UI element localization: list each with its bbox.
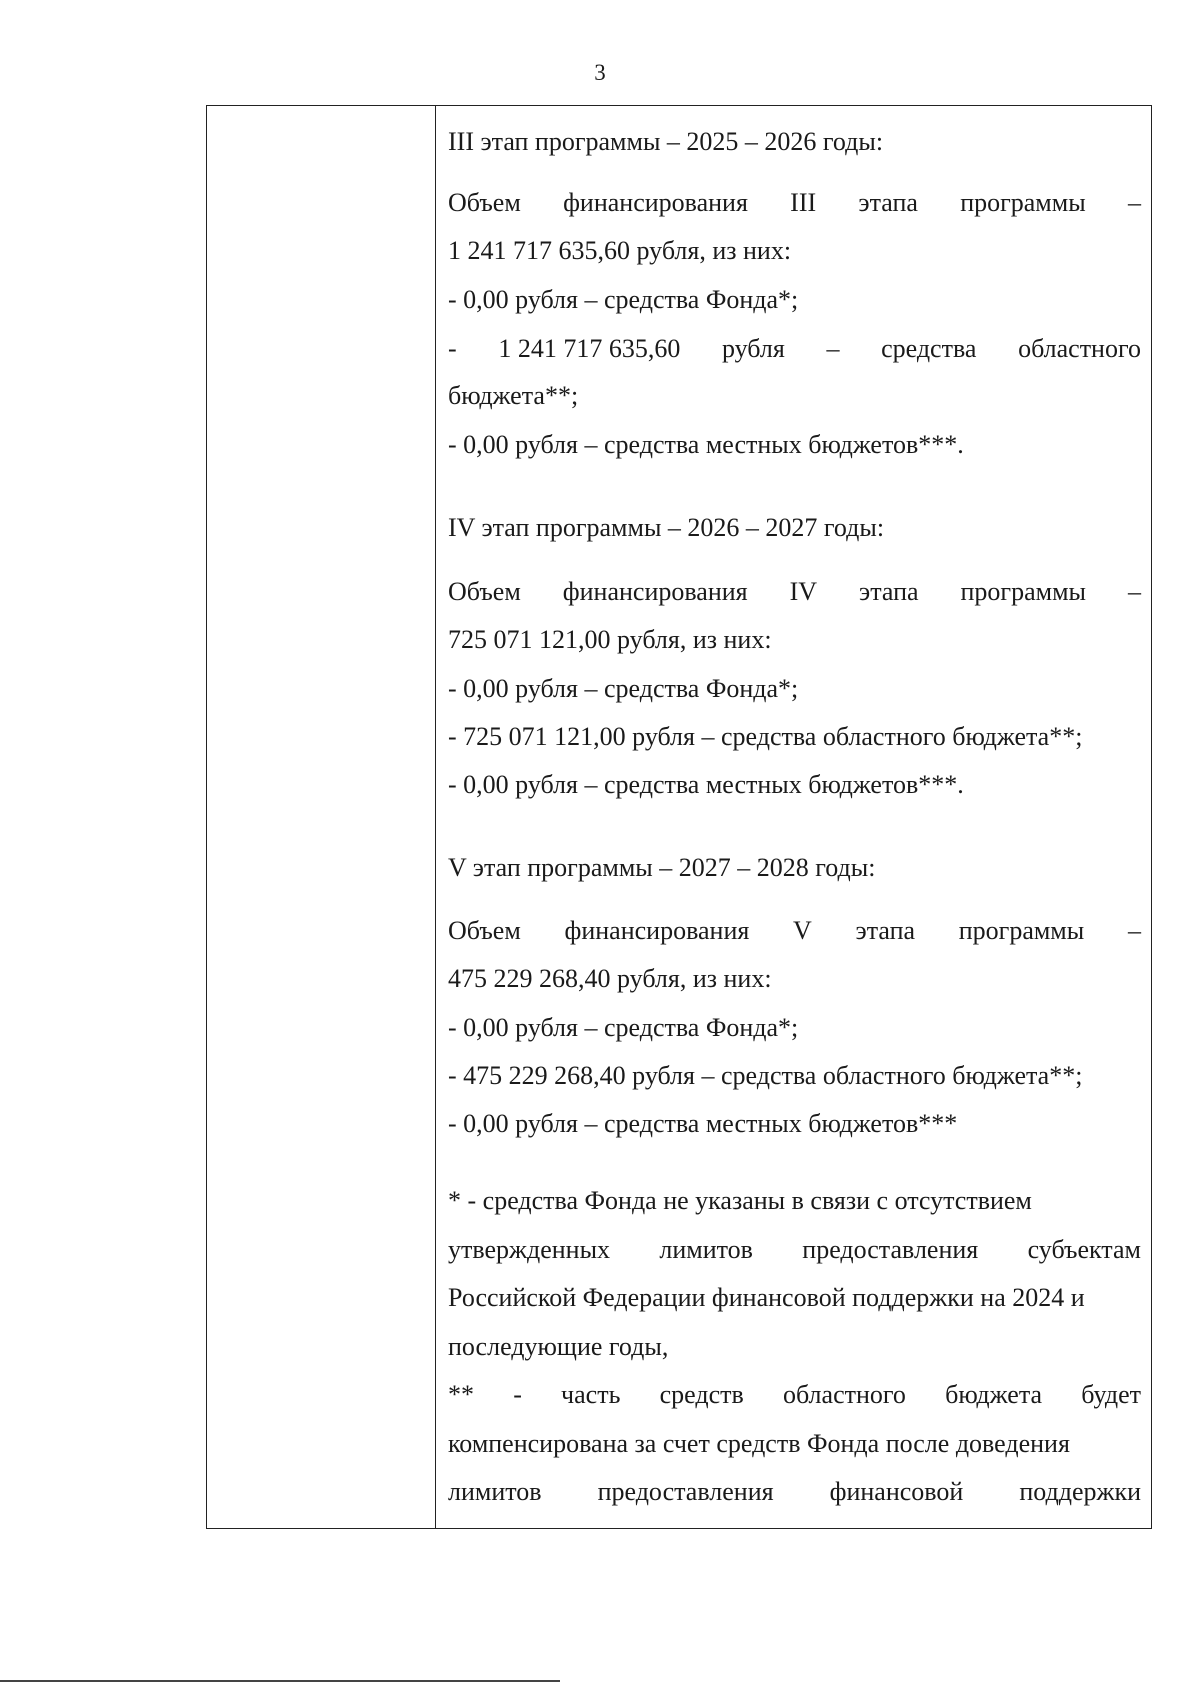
word: финансовой <box>829 1477 964 1506</box>
word: утвержденных <box>448 1235 611 1264</box>
word: – <box>1128 577 1141 606</box>
word: областного <box>1018 334 1141 363</box>
stage3-local-line: - 0,00 рубля – средства местных бюджетов***. <box>448 430 964 459</box>
word: – <box>826 334 840 363</box>
bottom-scan-rule <box>0 1680 560 1682</box>
stage3-fund-line: - 0,00 рубля – средства Фонда*; <box>448 285 799 314</box>
word: часть <box>561 1380 621 1409</box>
word: предоставления <box>597 1477 774 1506</box>
word: V <box>793 916 812 945</box>
word: – <box>1127 188 1141 217</box>
word: Объем <box>448 188 521 217</box>
footnote1-line3: Российской Федерации финансовой поддержки на 2024 и <box>448 1283 1085 1312</box>
word: бюджета <box>945 1380 1043 1409</box>
word: финансирования <box>564 916 750 945</box>
footnote2-line1 <box>448 1378 1141 1412</box>
table-left-cell <box>207 106 436 1528</box>
page-number: 3 <box>594 60 606 85</box>
word: предоставления <box>802 1235 979 1264</box>
word: IV <box>789 577 818 606</box>
financing-table <box>206 105 1152 1529</box>
stage5-fund-line: - 0,00 рубля – средства Фонда*; <box>448 1013 799 1042</box>
word: лимитов <box>448 1477 542 1506</box>
word: рубля <box>721 334 785 363</box>
footnote2-line2: компенсирована за счет средств Фонда после доведения <box>448 1429 1070 1458</box>
word: этапа <box>858 188 918 217</box>
stage4-regional-line: - 725 071 121,00 рубля – средства областного бюджета**; <box>448 722 1083 751</box>
stage3-regional-line <box>448 332 1141 366</box>
word: Объем <box>448 577 521 606</box>
word: будет <box>1081 1380 1141 1409</box>
word: областного <box>782 1380 906 1409</box>
word: 1 241 717 635,60 <box>498 334 681 363</box>
stage5-local-line: - 0,00 рубля – средства местных бюджетов*** <box>448 1109 958 1138</box>
stage4-heading: IV этап программы – 2026 – 2027 годы: <box>448 513 885 542</box>
table-right-cell <box>436 106 1151 1528</box>
word: средств <box>659 1380 744 1409</box>
stage3-volume-line <box>448 186 1141 220</box>
word: III <box>790 188 817 217</box>
word: программы <box>960 577 1087 606</box>
stage5-heading: V этап программы – 2027 – 2028 годы: <box>448 853 876 882</box>
word: ** <box>448 1380 474 1409</box>
word: - <box>448 334 457 363</box>
footnote1-line2 <box>448 1233 1141 1267</box>
footnote1-line1: * - средства Фонда не указаны в связи с отсутствием <box>448 1186 1032 1215</box>
word: средства <box>881 334 977 363</box>
stage4-fund-line: - 0,00 рубля – средства Фонда*; <box>448 674 799 703</box>
word: поддержки <box>1019 1477 1141 1506</box>
word: финансирования <box>562 577 748 606</box>
word: – <box>1127 916 1141 945</box>
stage3-heading: III этап программы – 2025 – 2026 годы: <box>448 127 884 156</box>
word: финансирования <box>563 188 748 217</box>
word: этапа <box>855 916 916 945</box>
word: лимитов <box>659 1235 753 1264</box>
word: программы <box>958 916 1085 945</box>
stage5-volume-line <box>448 914 1141 948</box>
footnote2-line3 <box>448 1475 1141 1509</box>
stage4-amount-line: 725 071 121,00 рубля, из них: <box>448 625 772 654</box>
stage3-amount-line: 1 241 717 635,60 рубля, из них: <box>448 236 792 265</box>
word: - <box>513 1380 522 1409</box>
stage4-volume-line <box>448 575 1141 609</box>
stage4-local-line: - 0,00 рубля – средства местных бюджетов***. <box>448 770 964 799</box>
word: программы <box>960 188 1086 217</box>
word: субъектам <box>1027 1235 1141 1264</box>
stage3-regional-cont: бюджета**; <box>448 381 579 410</box>
stage5-amount-line: 475 229 268,40 рубля, из них: <box>448 964 772 993</box>
stage5-regional-line: - 475 229 268,40 рубля – средства областного бюджета**; <box>448 1061 1083 1090</box>
word: Объем <box>448 916 521 945</box>
footnote1-line4: последующие годы, <box>448 1332 669 1361</box>
word: этапа <box>859 577 919 606</box>
